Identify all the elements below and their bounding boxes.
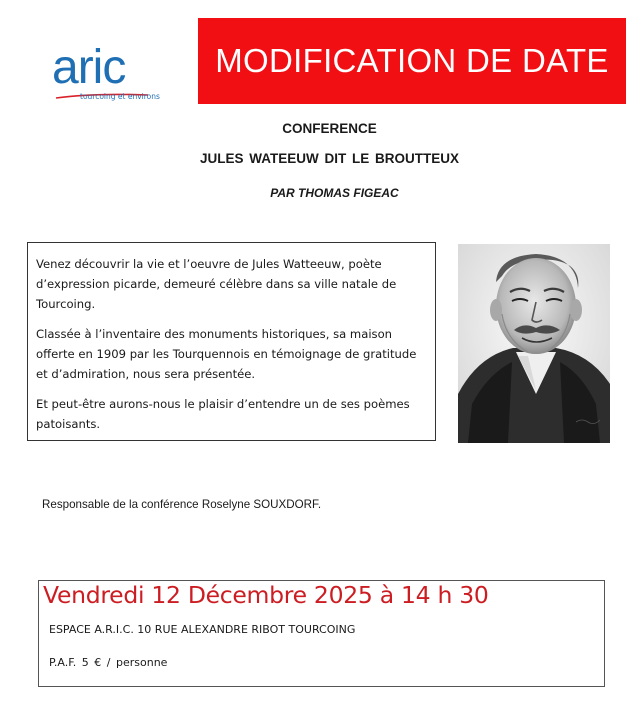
event-date: Vendredi 12 Décembre 2025 à 14 h 30: [43, 581, 489, 609]
date-change-banner: [198, 18, 626, 104]
description-paragraph: Venez découvrir la vie et l’oeuvre de Jules Watteeuw, poète d’expression picarde, demeuré célèbre dans sa ville natale de Tourcoing.: [36, 257, 397, 311]
event-fee: P.A.F. 5 € / personne: [49, 656, 168, 669]
logo-tagline: tourcoing et environs: [80, 92, 160, 101]
description-box: [27, 242, 436, 441]
logo-wordmark: aric: [52, 41, 126, 94]
organizer-line: Responsable de la conférence Roselyne SOUXDORF.: [42, 498, 322, 511]
portrait-sketch-icon: [458, 244, 610, 443]
description-paragraph: Classée à l’inventaire des monuments historiques, sa maison offerte en 1909 par les Tourquennois en témoignage de gratitude et d’admiration, nous sera présentée.: [36, 327, 417, 381]
conference-label: CONFERENCE: [282, 121, 377, 136]
conference-title: JULES WATEEUW DIT LE BROUTTEUX: [199, 151, 459, 166]
speaker-line: PAR THOMAS FIGEAC: [270, 186, 399, 200]
event-info-box: [38, 580, 605, 687]
aric-logo: [46, 40, 160, 106]
portrait-image: [458, 244, 610, 443]
banner-text: MODIFICATION DE DATE: [215, 42, 609, 79]
event-location: ESPACE A.R.I.C. 10 RUE ALEXANDRE RIBOT TOURCOING: [49, 623, 356, 636]
description-paragraph: Et peut-être aurons-nous le plaisir d’entendre un de ses poèmes patoisants.: [36, 397, 410, 431]
